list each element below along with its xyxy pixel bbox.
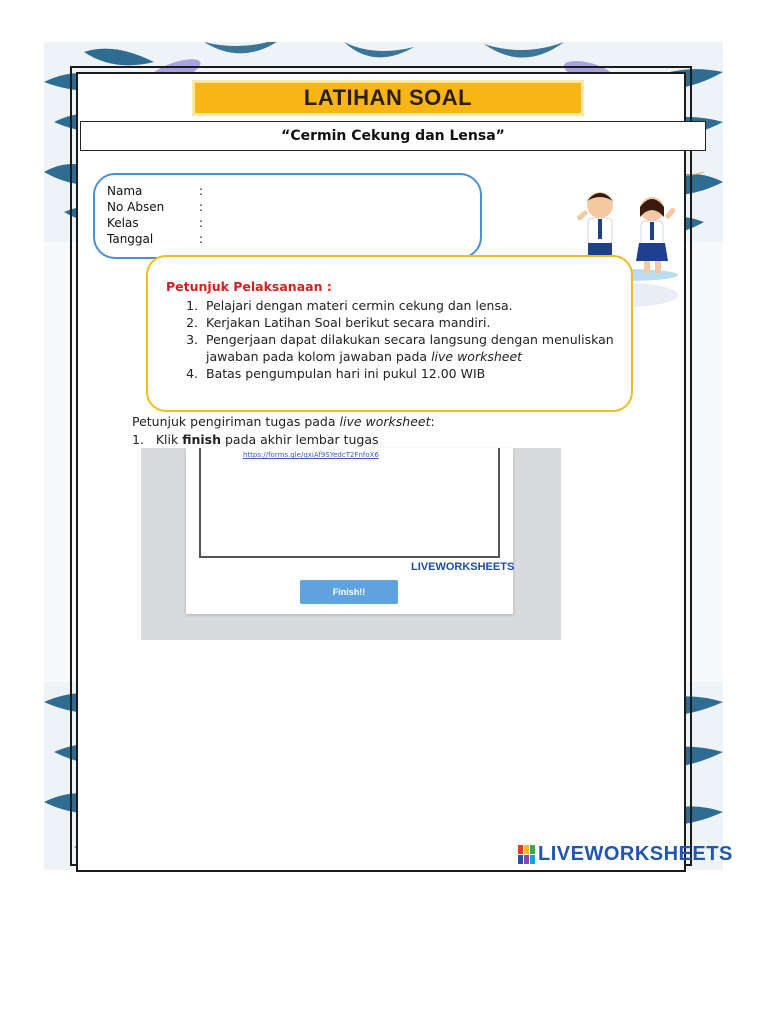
screenshot-brand: LIVEWORKSHEETS xyxy=(411,561,515,573)
list-item xyxy=(166,348,631,365)
girl-figure xyxy=(636,197,676,273)
worksheet-subtitle: “Cermin Cekung dan Lensa” xyxy=(80,121,706,151)
liveworksheets-watermark xyxy=(518,843,733,866)
instructions-list xyxy=(166,297,631,382)
identity-row-kelas xyxy=(107,215,480,231)
item-number: 3. xyxy=(186,332,198,347)
list-item xyxy=(166,297,631,314)
liveworksheets-logo-icon xyxy=(518,845,535,864)
identity-colon: : xyxy=(199,232,204,246)
identity-row-no-absen xyxy=(107,199,480,215)
item-number: 1. xyxy=(186,298,198,313)
screenshot-answer-box xyxy=(199,448,500,558)
item-number xyxy=(176,348,198,365)
logo-square xyxy=(530,855,535,864)
instructions-box xyxy=(146,255,633,412)
item-number: 2. xyxy=(186,315,198,330)
list-item xyxy=(166,331,631,348)
step-bold: finish xyxy=(182,432,222,447)
logo-square xyxy=(524,845,529,854)
identity-row-tanggal xyxy=(107,231,480,247)
submission-title-prefix: Petunjuk pengiriman tugas pada xyxy=(132,414,340,429)
identity-label: Nama xyxy=(107,184,143,198)
submission-title-suffix: : xyxy=(430,414,435,429)
screenshot-link: https://forms.gle/qxiAf9SYedcT2FnfoX6 xyxy=(243,451,379,459)
submission-step xyxy=(132,432,379,447)
logo-square xyxy=(524,855,529,864)
watermark-text: LIVEWORKSHEETS xyxy=(538,843,733,865)
finish-button-image: Finish!! xyxy=(300,580,398,604)
instructions-title: Petunjuk Pelaksanaan : xyxy=(166,279,332,294)
logo-square xyxy=(530,845,535,854)
step-suffix: pada akhir lembar tugas xyxy=(221,432,379,447)
item-text: Pengerjaan dapat dilakukan secara langsung dengan menuliskan xyxy=(206,332,614,347)
submission-title xyxy=(132,414,435,429)
identity-box xyxy=(93,173,482,259)
identity-label: Tanggal xyxy=(107,232,154,246)
identity-label: No Absen xyxy=(107,200,165,214)
item-text: Batas pengumpulan hari ini pukul 12.00 WIB xyxy=(206,366,486,381)
item-text: Pelajari dengan materi cermin cekung dan lensa. xyxy=(206,298,513,313)
logo-square xyxy=(518,855,523,864)
item-text: Kerjakan Latihan Soal berikut secara mandiri. xyxy=(206,315,491,330)
identity-colon: : xyxy=(199,216,204,230)
list-item xyxy=(166,365,631,382)
identity-row-nama xyxy=(107,183,480,199)
identity-colon: : xyxy=(199,200,204,214)
step-prefix: Klik xyxy=(155,432,183,447)
item-text: jawaban pada kolom jawaban pada live worksheet xyxy=(206,349,523,364)
item-number: 4. xyxy=(186,366,198,381)
worksheet-title: LATIHAN SOAL xyxy=(192,80,584,116)
identity-colon: : xyxy=(199,184,204,198)
submission-title-italic: live worksheet xyxy=(339,414,431,429)
identity-label: Kelas xyxy=(107,216,139,230)
list-item xyxy=(166,314,631,331)
logo-square xyxy=(518,845,523,854)
step-number: 1. xyxy=(132,432,144,447)
